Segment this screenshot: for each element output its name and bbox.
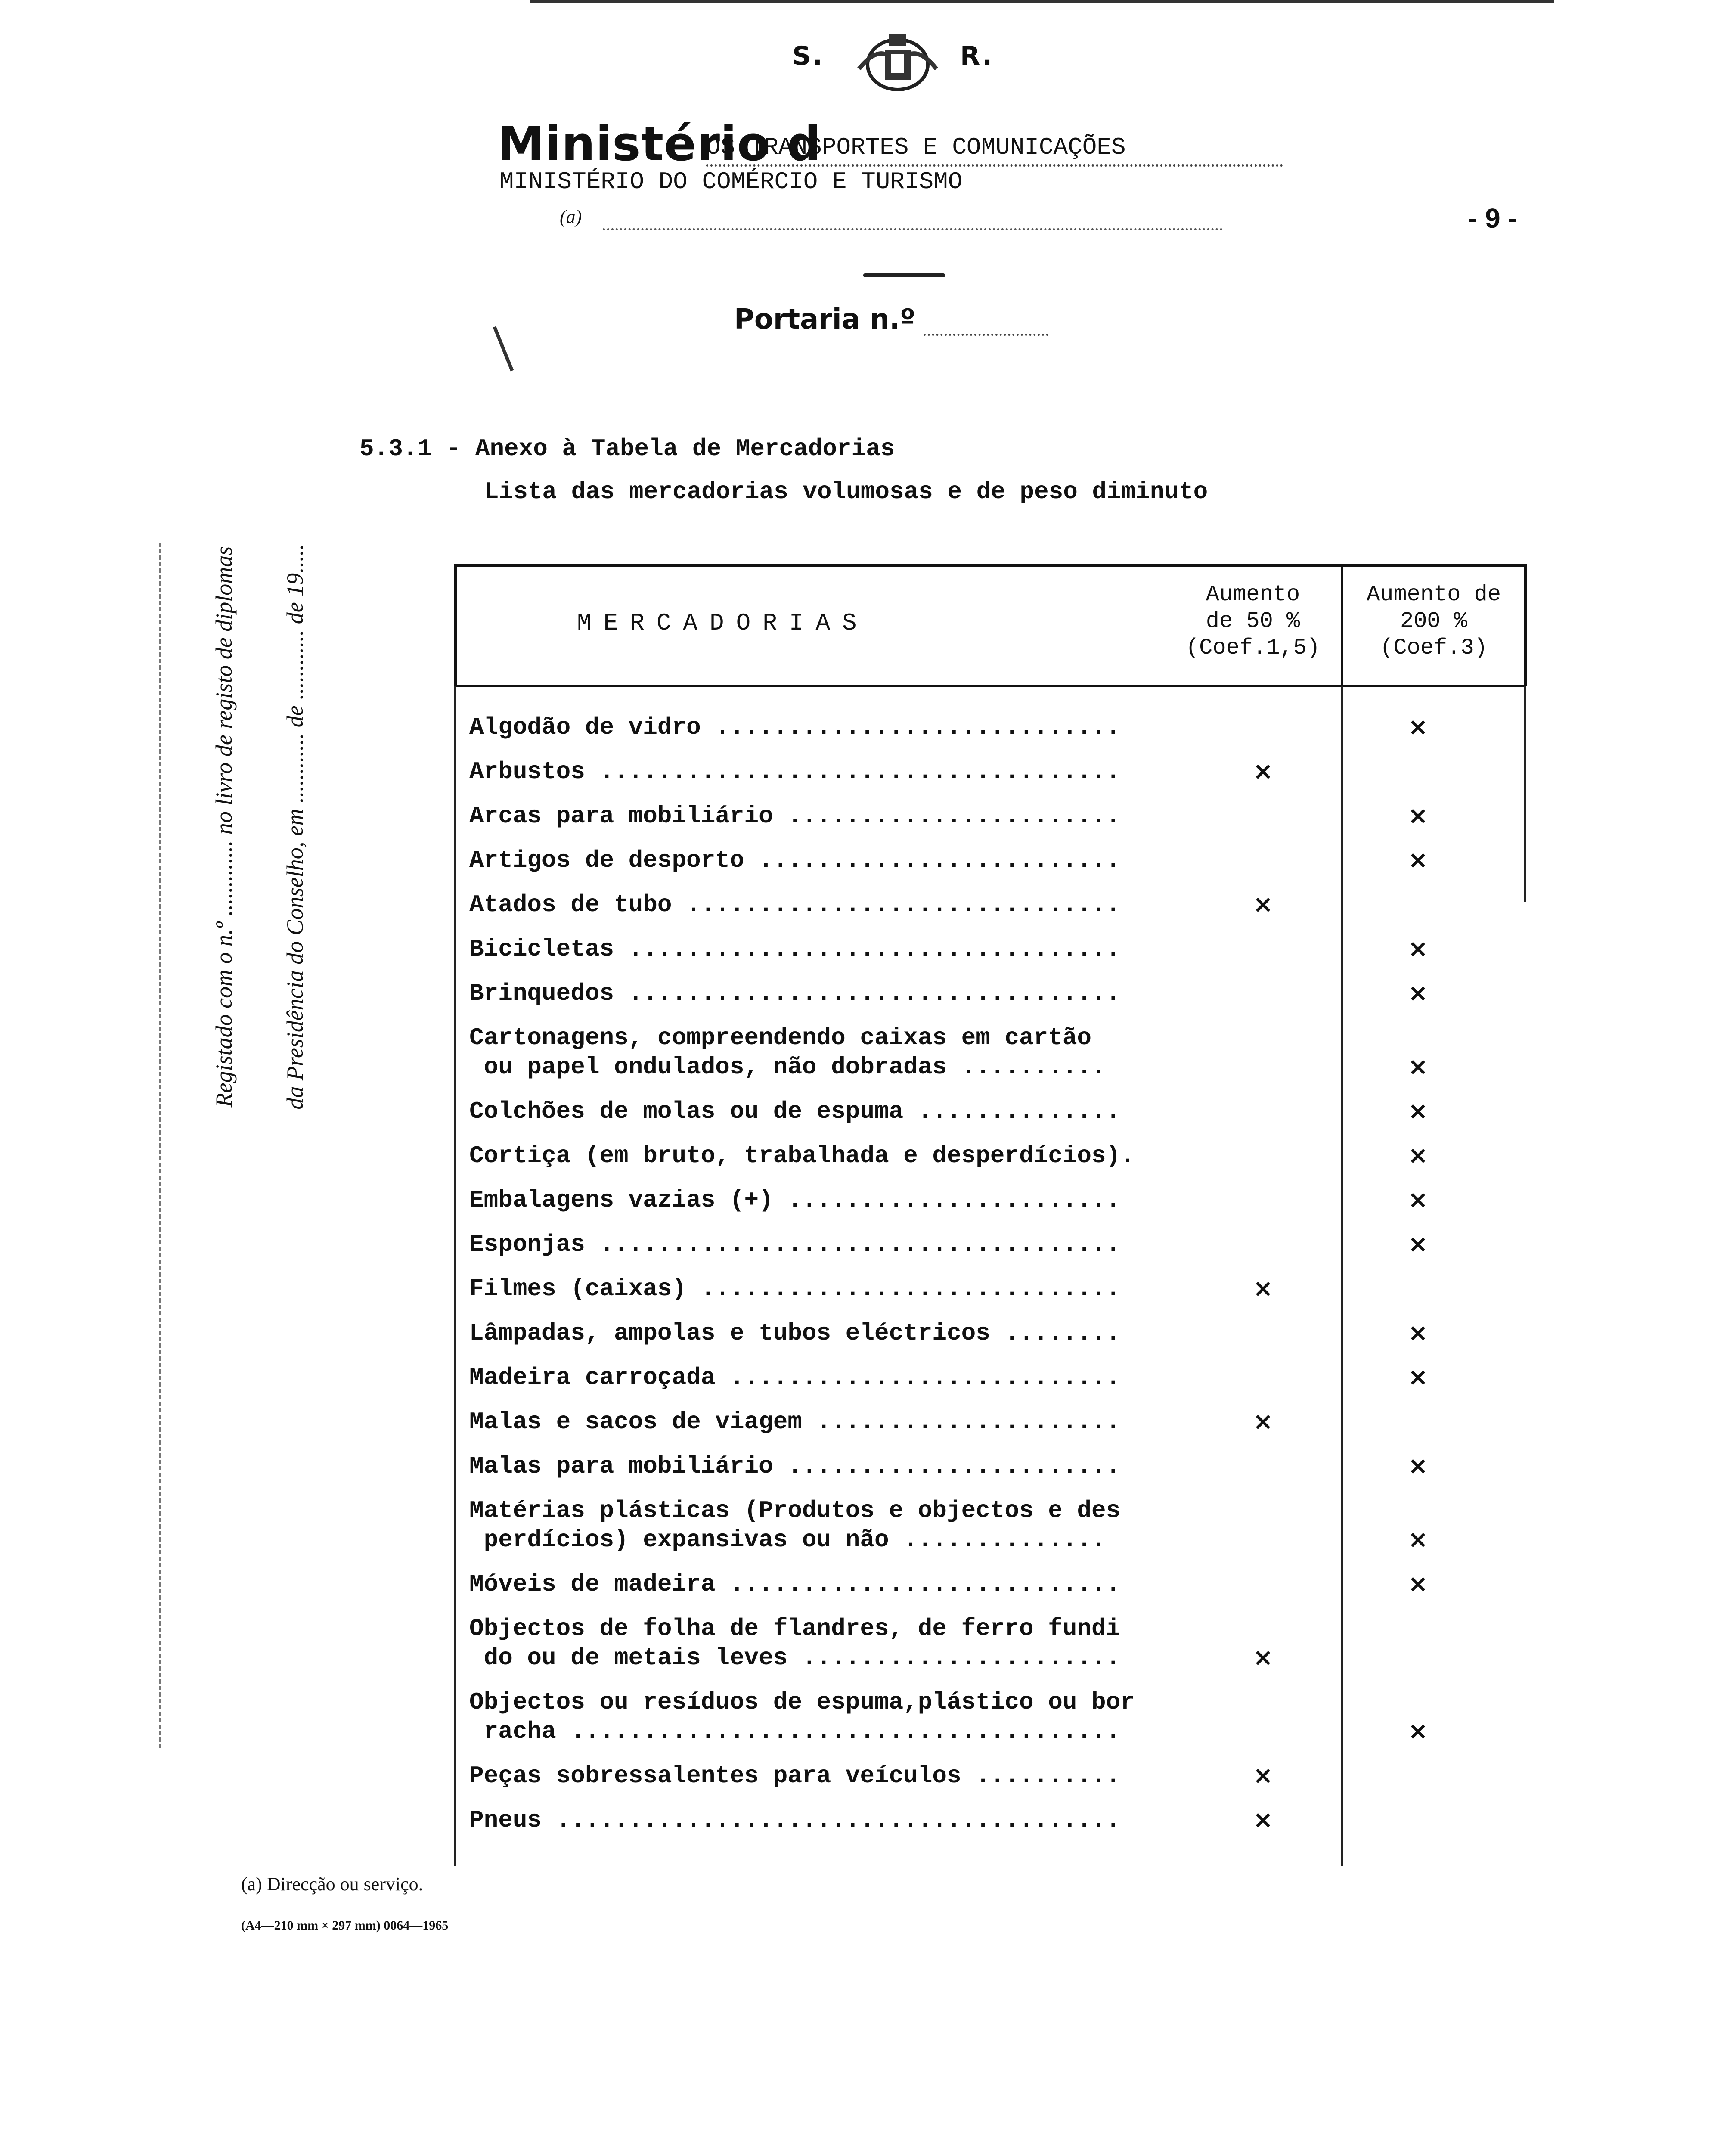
merchandise-name (469, 979, 1120, 1008)
section-subtitle: Lista das mercadorias volumosas e de peso diminuto (484, 478, 1208, 506)
mark-200-percent: × (1408, 935, 1428, 963)
ministry-name-line1: OS TRANSPORTES E COMUNICAÇÕES (706, 133, 1126, 161)
header-col-50-line: de 50 % (1206, 608, 1300, 634)
merchandise-name (469, 890, 1120, 919)
merchandise-name (469, 1185, 1120, 1215)
mark-200-percent: × (1408, 846, 1428, 874)
table-row (469, 713, 1524, 742)
header-col-50 (1162, 581, 1343, 661)
table-row (469, 1806, 1524, 1835)
table-left-border (454, 564, 457, 686)
table-row (469, 934, 1524, 964)
table-row (469, 801, 1524, 831)
merchandise-name (469, 1097, 1120, 1126)
merchandise-line: racha ...................................... (469, 1718, 1121, 1745)
mark-200-percent: × (1408, 1142, 1428, 1170)
mark-200-percent: × (1408, 1230, 1428, 1258)
header-col-200-line: (Coef.3) (1380, 635, 1488, 661)
portaria-label: Portaria n.º (734, 304, 916, 335)
merchandise-line: Colchões de molas ou de espuma .............. (469, 1098, 1121, 1125)
table-row (469, 1407, 1524, 1436)
merchandise-line: Arbustos .................................... (469, 758, 1121, 785)
table-row (469, 757, 1524, 786)
ministerio-heading: Ministério d (497, 116, 822, 171)
merchandise-name (469, 1141, 1135, 1170)
mark-50-percent: × (1253, 757, 1273, 785)
merchandise-line: Lâmpadas, ampolas e tubos eléctricos ........ (469, 1319, 1121, 1347)
mark-200-percent: × (1408, 1319, 1428, 1347)
table-right-border-body (1524, 686, 1526, 902)
mark-200-percent: × (1408, 1097, 1428, 1125)
table-right-border (1524, 564, 1527, 686)
header-col-50-line: Aumento (1206, 582, 1300, 607)
merchandise-name (469, 1452, 1120, 1481)
registration-line: Registado com o n.º ............. no livro de registo de diplomas (211, 546, 237, 1108)
table-top-border (454, 564, 1526, 567)
mark-50-percent: × (1253, 890, 1273, 918)
table-row (469, 1185, 1524, 1215)
ministry-name-line2: MINISTÉRIO DO COMÉRCIO E TURISMO (499, 168, 963, 195)
table-row (469, 1274, 1524, 1303)
coat-of-arms-icon (850, 30, 945, 95)
table-row (469, 1318, 1524, 1348)
merchandise-name (469, 757, 1120, 786)
section-title: 5.3.1 - Anexo à Tabela de Mercadorias (360, 435, 895, 462)
mark-50-percent: × (1253, 1806, 1273, 1834)
page-number: - 9 - (1468, 203, 1517, 234)
table-row (469, 1230, 1524, 1259)
merchandise-name (469, 934, 1120, 964)
table-row (469, 1761, 1524, 1790)
merchandise-name (469, 1230, 1120, 1259)
merchandise-name (469, 1407, 1120, 1436)
merchandise-line: Madeira carroçada ........................... (469, 1364, 1121, 1391)
top-border-line (530, 0, 1554, 3)
table-row (469, 979, 1524, 1008)
form-code: (A4—210 mm × 297 mm) 0064—1965 (241, 1918, 449, 1933)
header-col-200-line: 200 % (1400, 608, 1468, 634)
merchandise-line: Malas e sacos de viagem ..................... (469, 1408, 1121, 1436)
table-row (469, 1363, 1524, 1392)
portaria-dotted-line (924, 334, 1048, 336)
mark-50-percent: × (1253, 1408, 1273, 1436)
mark-50-percent: × (1253, 1275, 1273, 1303)
merchandise-name (469, 1023, 1106, 1082)
merchandise-name (469, 1318, 1120, 1348)
merchandise-name (469, 713, 1120, 742)
merchandise-line: Cortiça (em bruto, trabalhada e desperdícios). (469, 1142, 1135, 1170)
header-merchandise: MERCADORIAS (577, 609, 869, 637)
merchandise-line: Brinquedos .................................. (469, 980, 1121, 1007)
table-header-border (454, 685, 1526, 687)
merchandise-line: Arcas para mobiliário ....................... (469, 802, 1121, 830)
mark-200-percent: × (1408, 1526, 1428, 1554)
merchandise-name (469, 1688, 1135, 1746)
merchandise-name (469, 1614, 1120, 1672)
merchandise-name (469, 1363, 1120, 1392)
table-row (469, 1097, 1524, 1126)
merchandise-line: Embalagens vazias (+) ....................... (469, 1186, 1121, 1214)
merchandise-name (469, 801, 1120, 831)
merchandise-line: Filmes (caixas) ............................. (469, 1275, 1121, 1303)
table-row (469, 846, 1524, 875)
mark-50-percent: × (1253, 1644, 1273, 1672)
merchandise-line: Bicicletas .................................. (469, 935, 1121, 963)
merchandise-line: perdícios) expansivas ou não .............. (469, 1526, 1106, 1554)
sr-left: S. (792, 41, 825, 71)
merchandise-name (469, 1274, 1120, 1303)
merchandise-line: Artigos de desporto ......................... (469, 847, 1121, 874)
mark-200-percent: × (1408, 802, 1428, 830)
merchandise-name (469, 1496, 1120, 1554)
mark-50-percent: × (1253, 1762, 1273, 1790)
separator-rule (863, 273, 945, 277)
merchandise-line: Esponjas .................................... (469, 1231, 1121, 1258)
council-line: da Presidência do Conselho, em ............ de ............ de 19..... (282, 544, 308, 1110)
merchandise-line: Peças sobressalentes para veículos .......... (469, 1762, 1121, 1790)
header-col-200-line: Aumento de (1366, 582, 1501, 607)
merchandise-line: Cartonagens, compreendendo caixas em cartão (469, 1024, 1092, 1052)
merchandise-name (469, 846, 1120, 875)
mark-200-percent: × (1408, 1452, 1428, 1480)
table-row (469, 1496, 1524, 1554)
binding-edge (159, 543, 164, 1748)
header-col-50-line: (Coef.1,5) (1185, 635, 1321, 661)
merchandise-line: ou papel ondulados, não dobradas .......... (469, 1053, 1106, 1081)
merchandise-line: Atados de tubo .............................. (469, 891, 1121, 918)
merchandise-line: do ou de metais leves ...................... (469, 1644, 1121, 1672)
merchandise-line: Algodão de vidro ............................ (469, 714, 1121, 741)
merchandise-name (469, 1570, 1120, 1599)
mark-200-percent: × (1408, 979, 1428, 1007)
header-col-200 (1343, 581, 1524, 661)
mark-200-percent: × (1408, 1053, 1428, 1081)
direction-dotted-line (603, 228, 1223, 230)
table-row (469, 1141, 1524, 1170)
mark-200-percent: × (1408, 1717, 1428, 1745)
merchandise-line: Matérias plásticas (Produtos e objectos e des (469, 1497, 1121, 1524)
merchandise-line: Objectos de folha de flandres, de ferro fundi (469, 1615, 1121, 1642)
ministry-dotted-line (706, 164, 1283, 167)
merchandise-line: Móveis de madeira ........................... (469, 1570, 1121, 1598)
mark-200-percent: × (1408, 1186, 1428, 1214)
pen-mark (493, 326, 514, 372)
sr-right: R. (960, 41, 994, 71)
direction-label: (a) (560, 206, 582, 227)
merchandise-name (469, 1806, 1120, 1835)
table-row (469, 1023, 1524, 1082)
table-row (469, 1614, 1524, 1672)
table-row (469, 1452, 1524, 1481)
footnote: (a) Direcção ou serviço. (241, 1874, 423, 1895)
merchandise-line: Objectos ou resíduos de espuma,plástico ou bor (469, 1688, 1135, 1716)
merchandise-name (469, 1761, 1120, 1790)
table-row (469, 1570, 1524, 1599)
mark-200-percent: × (1408, 713, 1428, 741)
table-row (469, 890, 1524, 919)
table-left-border-body (454, 686, 456, 1866)
table-row (469, 1688, 1524, 1746)
merchandise-line: Malas para mobiliário ....................... (469, 1452, 1121, 1480)
merchandise-line: Pneus ....................................... (469, 1806, 1121, 1834)
mark-200-percent: × (1408, 1570, 1428, 1598)
mark-200-percent: × (1408, 1363, 1428, 1391)
